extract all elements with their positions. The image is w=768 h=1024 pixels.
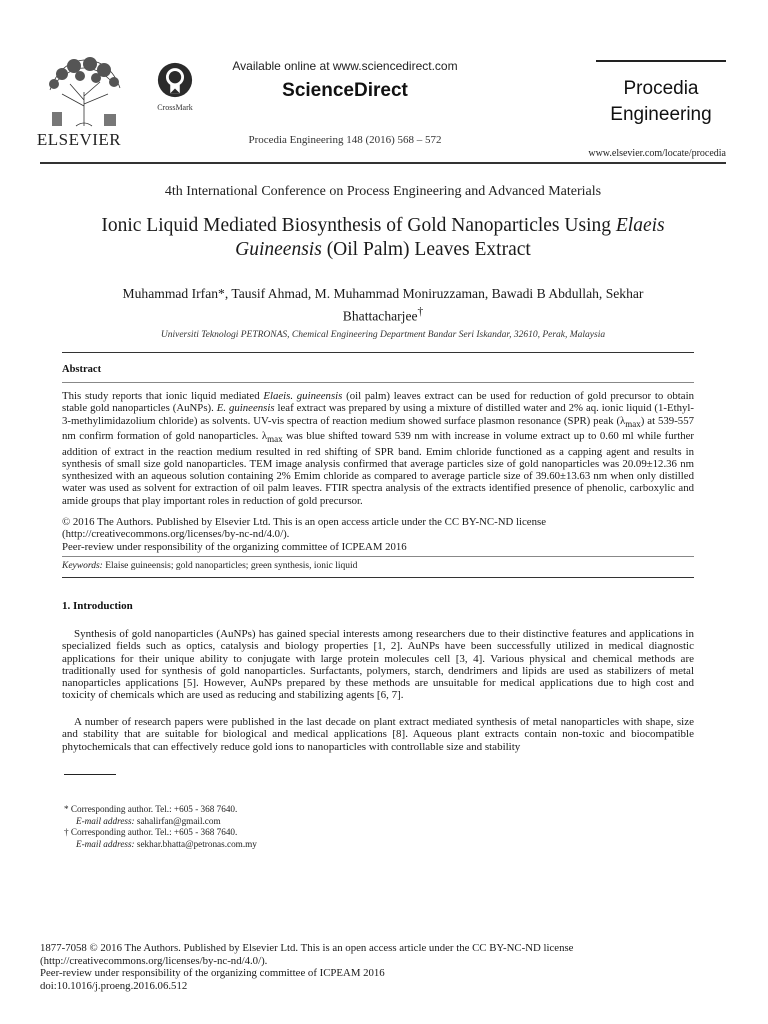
- title-part1: Ionic Liquid Mediated Biosynthesis of Gold Nanoparticles Using: [101, 215, 616, 236]
- license-notice: [62, 516, 694, 541]
- footnote-2-email-value[interactable]: sekhar.bhatta@petronas.com.my: [134, 838, 257, 849]
- footnote-1-mark: *: [64, 804, 69, 814]
- abstract-heading: Abstract: [62, 364, 102, 375]
- journal-citation: Procedia Engineering 148 (2016) 568 – 572: [248, 134, 442, 146]
- publisher-wordmark: ELSEVIER: [36, 130, 122, 149]
- footnote-2-email-label: E-mail address:: [76, 838, 135, 849]
- footer-doi[interactable]: doi:10.1016/j.proeng.2016.06.512: [40, 980, 188, 993]
- footnote-2-mark: †: [64, 827, 69, 837]
- crossmark-badge[interactable]: [150, 60, 200, 116]
- keywords-list: Elaise guineensis; gold nanoparticles; green synthesis, ionic liquid: [102, 561, 358, 571]
- title-italic2: Guineensis: [235, 239, 322, 260]
- authors-line2: Bhattacharjee: [342, 308, 418, 324]
- footnote-2-email: [64, 839, 564, 851]
- authors-line1: Muhammad Irfan*, Tausif Ahmad, M. Muhammad Moniruzzaman, Bawadi B Abdullah, Sekhar: [122, 286, 644, 301]
- intro-p2-text: A number of research papers were published in the last decade on plant extract mediated synthesis of metal nanoparticles with shape, size and stability that are suitable for biological and medical applications [8]. Aqueous plant extracts contain non-toxic and biocompatible phytochemicals that can effectively reduce gold ions to nanoparticles with controllable size and stability: [62, 716, 694, 753]
- affiliation: Universiti Teknologi PETRONAS, Chemical Engineering Department Bandar Seri Iskandar, 32610, Perak, Malaysia: [160, 330, 606, 340]
- footnote-1-email-value[interactable]: sahalirfan@gmail.com: [134, 815, 221, 826]
- footer-peer-review: Peer-review under responsibility of the organizing committee of ICPEAM 2016: [40, 967, 385, 980]
- abstract-heading-divider: [62, 382, 694, 383]
- keywords-bottom-divider: [62, 577, 694, 578]
- elsevier-logo: [24, 54, 134, 150]
- journal-name: [596, 60, 726, 128]
- abstract-species-2: E. guineensis: [216, 402, 275, 415]
- footer-license-link[interactable]: (http://creativecommons.org/licenses/by-nc-nd/4.0/).: [40, 954, 268, 967]
- abstract-text: [62, 390, 694, 507]
- abstract-s3: leaf extract was prepared by using a mixture of distilled water and 2% aq. ionic liquid (1-Ethyl-3-methylimidazolium chloride) as solvents. UV-vis spectra of reaction medium showed surface plasmon resonance (SPR) peak (λ: [62, 402, 694, 427]
- license-link[interactable]: (http://creativecommons.org/licenses/by-nc-nd/4.0/).: [62, 528, 290, 541]
- abstract-s2: (oil palm) leaves extract can be used for reduction of gold precursor to obtain stable gold nanoparticles (AuNPs).: [62, 390, 694, 415]
- title-italic1: Elaeis: [615, 215, 665, 236]
- introduction-paragraph-2: [62, 716, 694, 753]
- crossmark-icon: [156, 60, 194, 100]
- intro-p1-text: Synthesis of gold nanoparticles (AuNPs) has gained special interests among researchers due to their distinctive features and applications in specialized fields such as optics, catalysis and biology properties [1, 2]. AuNPs have been successfully utilized in medical diagnostic applications for their unique ability to conjugate with large protein molecules cell [3, 4]. Various physical and chemical methods are traditionally used for synthesis of gold nanoparticles. Surfactants, polymers, starch, dendrimers and lipids are used as stabilizers of metal nanoparticles applications [5]. However, AuNPs prepared by these methods are unsuitable for medical applications due to high cost and toxicity of chemicals which are used as reducing and stabilizing agents [6, 7].: [62, 628, 694, 702]
- keywords-top-divider: [62, 556, 694, 557]
- footer-issn-license: 1877-7058 © 2016 The Authors. Published by Elsevier Ltd. This is an open access article under the CC BY-NC-ND license: [40, 942, 574, 954]
- footnote-2-text: Corresponding author. Tel.: +605 - 368 7640.: [68, 827, 238, 837]
- author-list: [50, 285, 716, 326]
- keywords-label: Keywords:: [62, 561, 103, 571]
- journal-name-line2: Engineering: [610, 104, 712, 125]
- footnote-1-email-label: E-mail address:: [76, 815, 135, 826]
- footnote-2: [64, 827, 564, 839]
- footnote-1-text: Corresponding author. Tel.: +605 - 368 7640.: [68, 804, 238, 814]
- footnotes: [64, 804, 564, 850]
- keywords: [62, 561, 694, 571]
- abstract-species-1: Elaeis. guineensis: [263, 390, 343, 402]
- available-online: Available online at www.sciencedirect.com: [232, 59, 458, 73]
- sciencedirect-brand[interactable]: ScienceDirect: [282, 80, 408, 101]
- abstract-s1: This study reports that ionic liquid mediated: [62, 390, 264, 402]
- lambda-max-sub-1: max: [625, 418, 641, 429]
- lambda-max-sub-2: max: [267, 434, 283, 445]
- abstract-top-divider: [62, 352, 694, 353]
- peer-review-note: Peer-review under responsibility of the organizing committee of ICPEAM 2016: [62, 541, 407, 553]
- footnote-1: [64, 804, 564, 816]
- journal-name-line1: Procedia: [623, 78, 699, 99]
- footnote-1-email: [64, 816, 564, 828]
- journal-url[interactable]: www.elsevier.com/locate/procedia: [588, 148, 726, 159]
- license-line1: © 2016 The Authors. Published by Elsevier Ltd. This is an open access article under the CC BY-NC-ND license: [62, 516, 546, 528]
- header-divider: [40, 162, 726, 164]
- page-footer: [40, 942, 726, 993]
- elsevier-tree-icon: [40, 54, 128, 128]
- title-part2: (Oil Palm) Leaves Extract: [321, 239, 531, 260]
- abstract-s4: ) at 539-557 nm confirm formation of gold nanoparticles. λ: [62, 414, 694, 443]
- crossmark-label: CrossMark: [157, 103, 193, 112]
- conference-name: 4th International Conference on Process Engineering and Advanced Materials: [164, 184, 602, 199]
- paper-title: [50, 214, 716, 262]
- introduction-paragraph-1: [62, 628, 694, 702]
- introduction-heading: 1. Introduction: [62, 600, 133, 612]
- author-dagger: †: [417, 306, 424, 318]
- abstract-s5: was blue shifted toward 539 nm with increase in volume extract up to 0.60 ml while further addition of extract in the reaction medium resulted in red shifting of SPR band. Emim chloride functioned as a capping agent and results in synthesis of small size gold nanoparticles. TEM image analysis confirmed that average particles size of gold nanoparticles was 20.09±12.36 nm synthesized with an aqueous solution containing 2% Emim chloride as compared to average particle size of 39.60±13.63 nm when only distilled water was used as solvent for extraction of oil palm leaves. FTIR spectra analysis of the extracts identified presence of phenolic, carboxylic and amide groups that play important roles in reduction of gold precursor.: [62, 430, 694, 507]
- footnote-divider: [64, 774, 116, 775]
